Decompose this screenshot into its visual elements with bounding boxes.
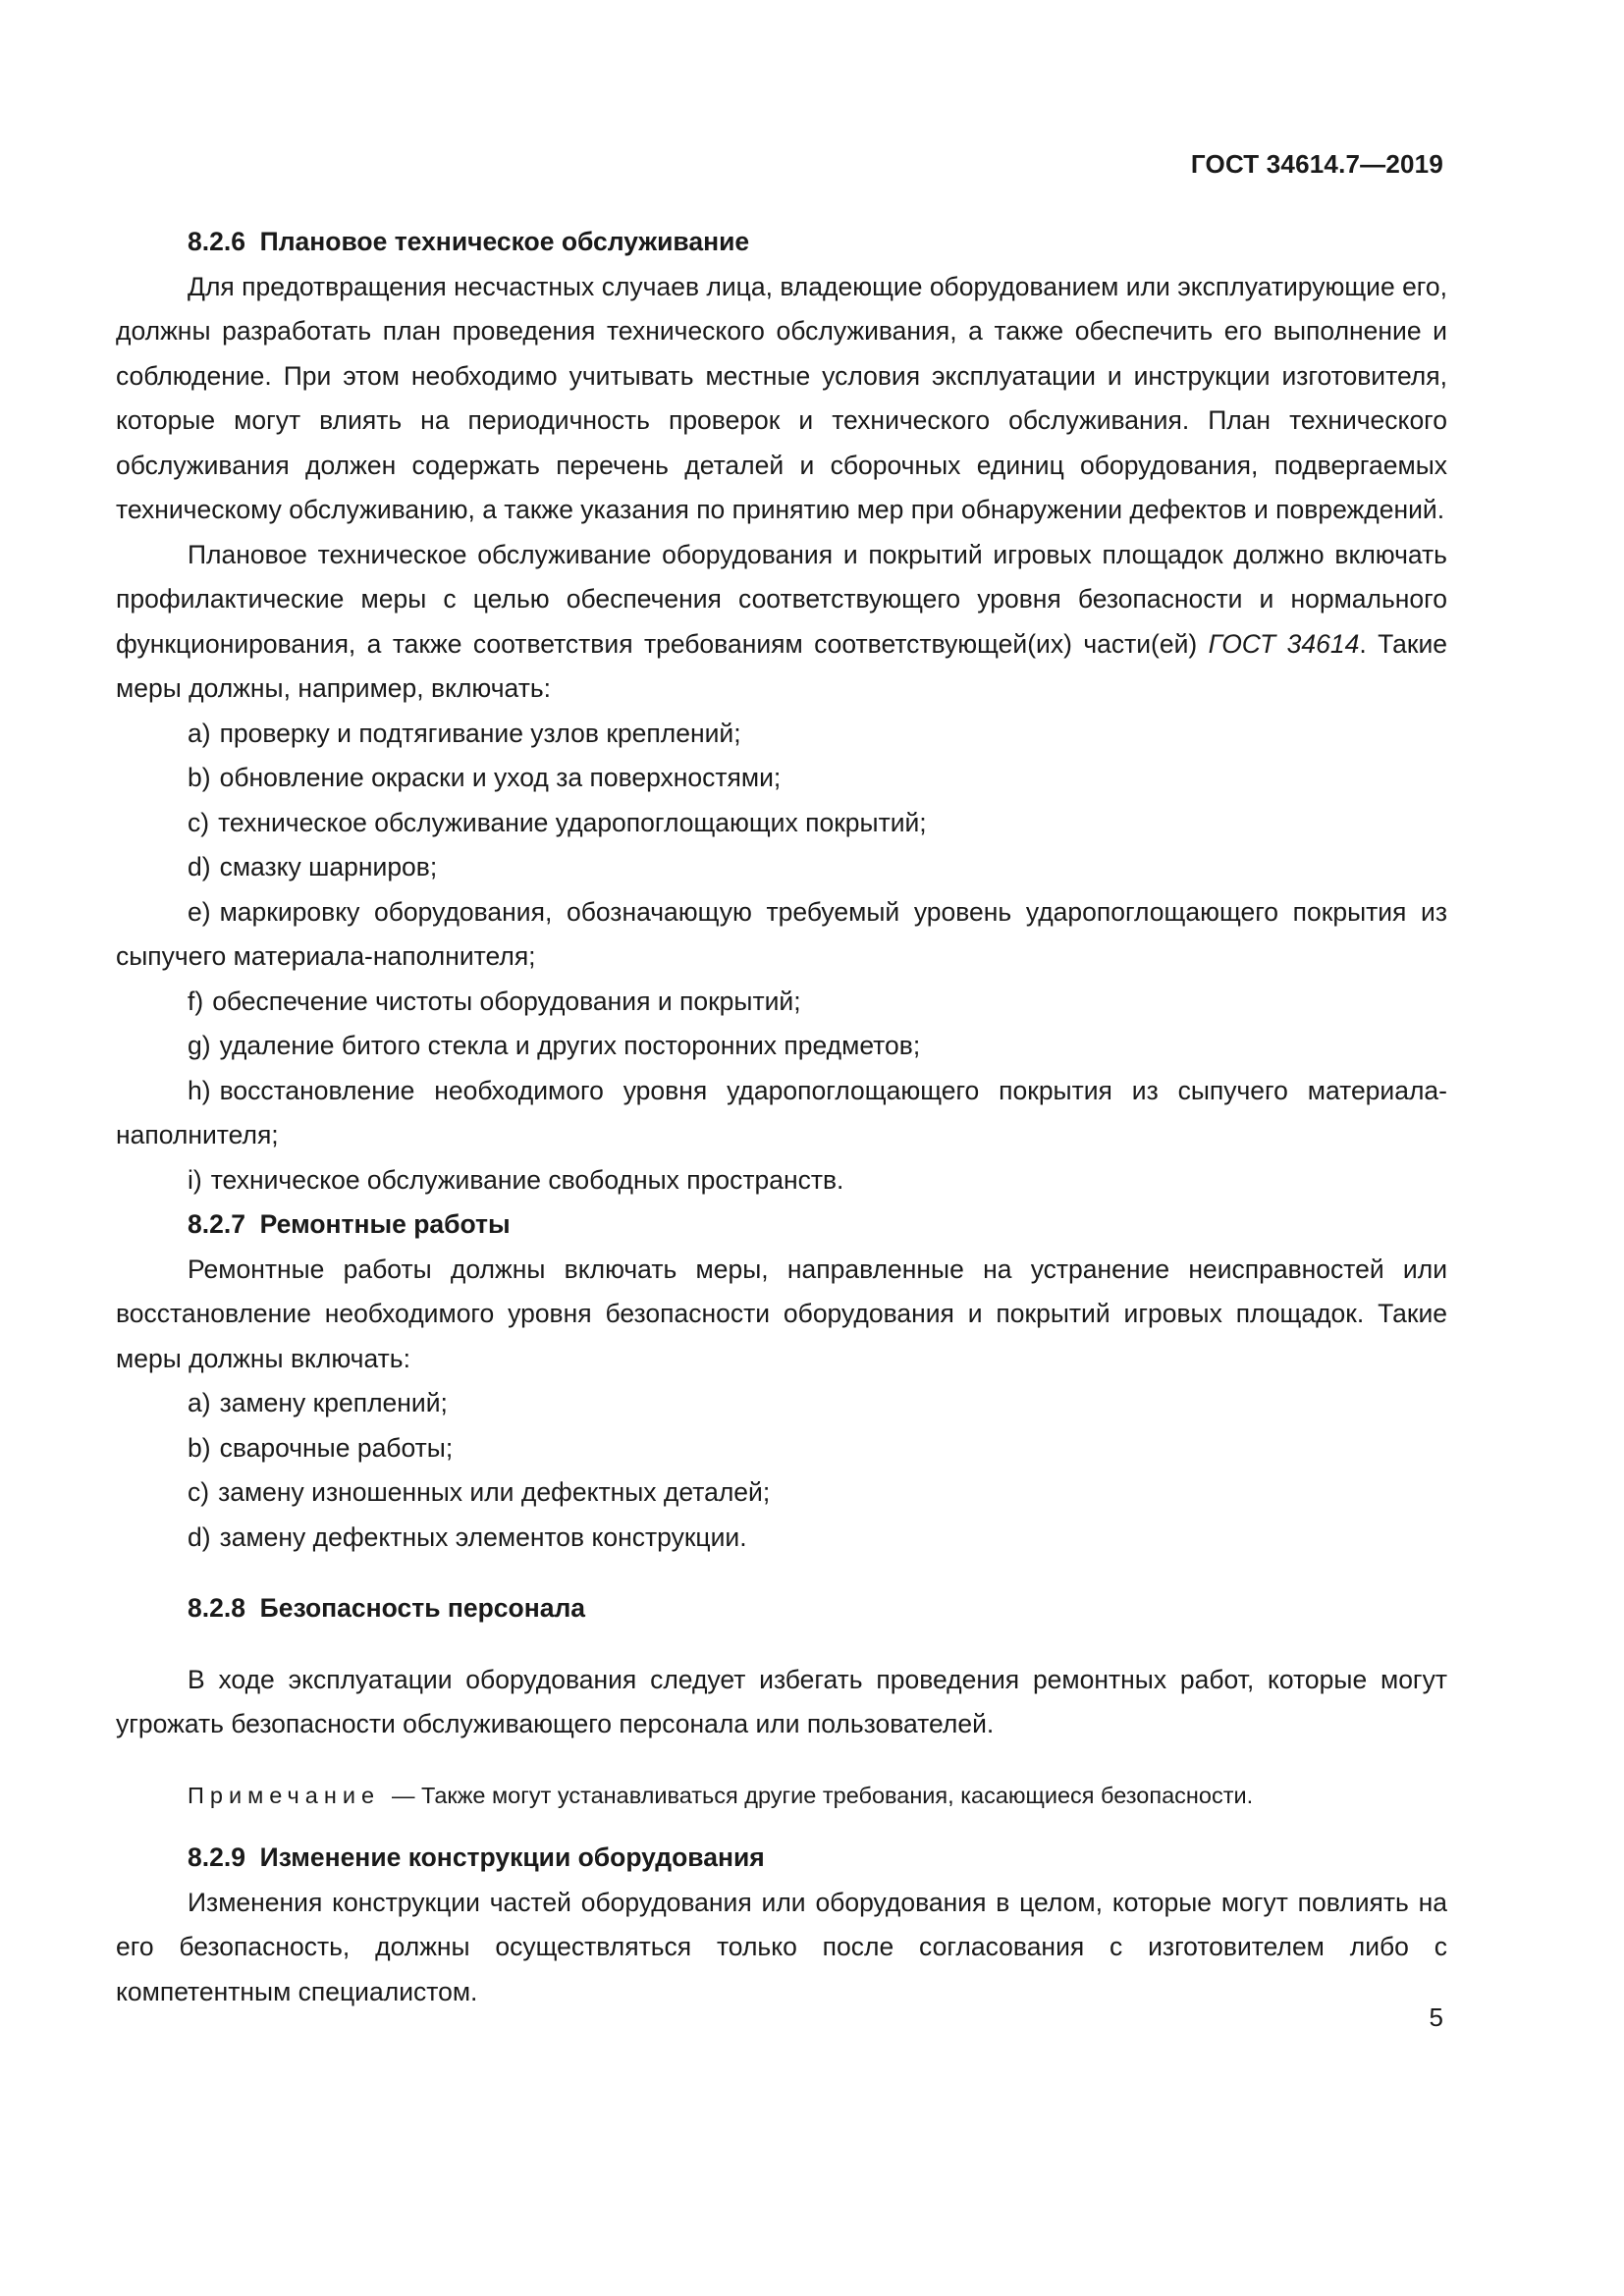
list-item: i) техническое обслуживание свободных пространств. [188,1164,844,1195]
list-item: d) смазку шарниров; [188,852,438,881]
paragraph-text: Плановое техническое обслуживание оборудования и покрытий игровых площадок должно включать профилактические меры с целью обеспечения соответствующего уровня безопасности и нормального функционирования, а также соответствия требованиям соответствующей(их) части(ей) [116,539,1447,659]
paragraph: Для предотвращения несчастных случаев лица, владеющие оборудованием или эксплуатирующие его, должны разработать план проведения технического обслуживания, а также обеспечить его выполнение и соблюдение. При этом необходимо учитывать местные условия эксплуатации и инструкции изготовителя, которые могут влиять на периодичность проверок и технического обслуживания. План технического обслуживания должен содержать перечень деталей и сборочных единиц оборудования, подвергаемых техническому обслуживанию, а также указания по принятию мер при обнаружении дефектов и повреждений. [116,271,1447,524]
section-heading-8-2-9: 8.2.9 Изменение конструкции оборудования [188,1842,765,1872]
standard-reference: ГОСТ 34614 [1208,628,1360,659]
list-item: b) обновление окраски и уход за поверхностями; [188,763,782,792]
document-code: ГОСТ 34614.7—2019 [1190,149,1443,179]
paragraph: Ремонтные работы должны включать меры, направленные на устранение неисправностей или восстановление необходимого уровня безопасности оборудования и покрытий игровых площадок. Такие меры должны включать: [116,1254,1447,1373]
list-item: c) техническое обслуживание ударопоглощающих покрытий; [188,807,927,837]
section-heading-8-2-8: 8.2.8 Безопасность персонала [188,1593,586,1623]
note-text: — Также могут устанавливаться другие требования, касающиеся безопасности. [392,1782,1254,1808]
paragraph-text: . Такие меры должны, например, включать: [116,628,1447,703]
paragraph: В ходе эксплуатации оборудования следует избегать проведения ремонтных работ, которые могут угрожать безопасности обслуживающего персонала или пользователей. [116,1664,1447,1738]
list-item: d) замену дефектных элементов конструкции. [188,1522,747,1552]
list-item: h) восстановление необходимого уровня ударопоглощающего покрытия из сыпучего материала-наполнителя; [116,1075,1447,1149]
document-body [116,220,1447,2014]
list-item: c) замену изношенных или дефектных деталей; [188,1477,771,1507]
page-number: 5 [1429,2002,1443,2032]
list-item: g) удаление битого стекла и других посторонних предметов; [188,1031,921,1060]
section-heading-8-2-6: 8.2.6 Плановое техническое обслуживание [188,227,750,256]
note-label: Примечание [188,1782,381,1808]
list-item: b) сварочные работы; [188,1432,454,1463]
note [116,1774,1447,1819]
list-item: e) маркировку оборудования, обозначающую требуемый уровень ударопоглощающего покрытия из сыпучего материала-наполнителя; [116,896,1447,971]
section-heading-8-2-7: 8.2.7 Ремонтные работы [188,1209,511,1239]
list-item: f) обеспечение чистоты оборудования и покрытий; [188,986,801,1016]
paragraph [116,533,1447,712]
paragraph: Изменения конструкции частей оборудования или оборудования в целом, которые могут повлиять на его безопасность, должны осуществляться только после согласования с изготовителем либо с компетентным специалистом. [116,1887,1447,2006]
list-item: a) замену креплений; [188,1388,448,1417]
list-item: a) проверку и подтягивание узлов креплений; [188,718,741,748]
